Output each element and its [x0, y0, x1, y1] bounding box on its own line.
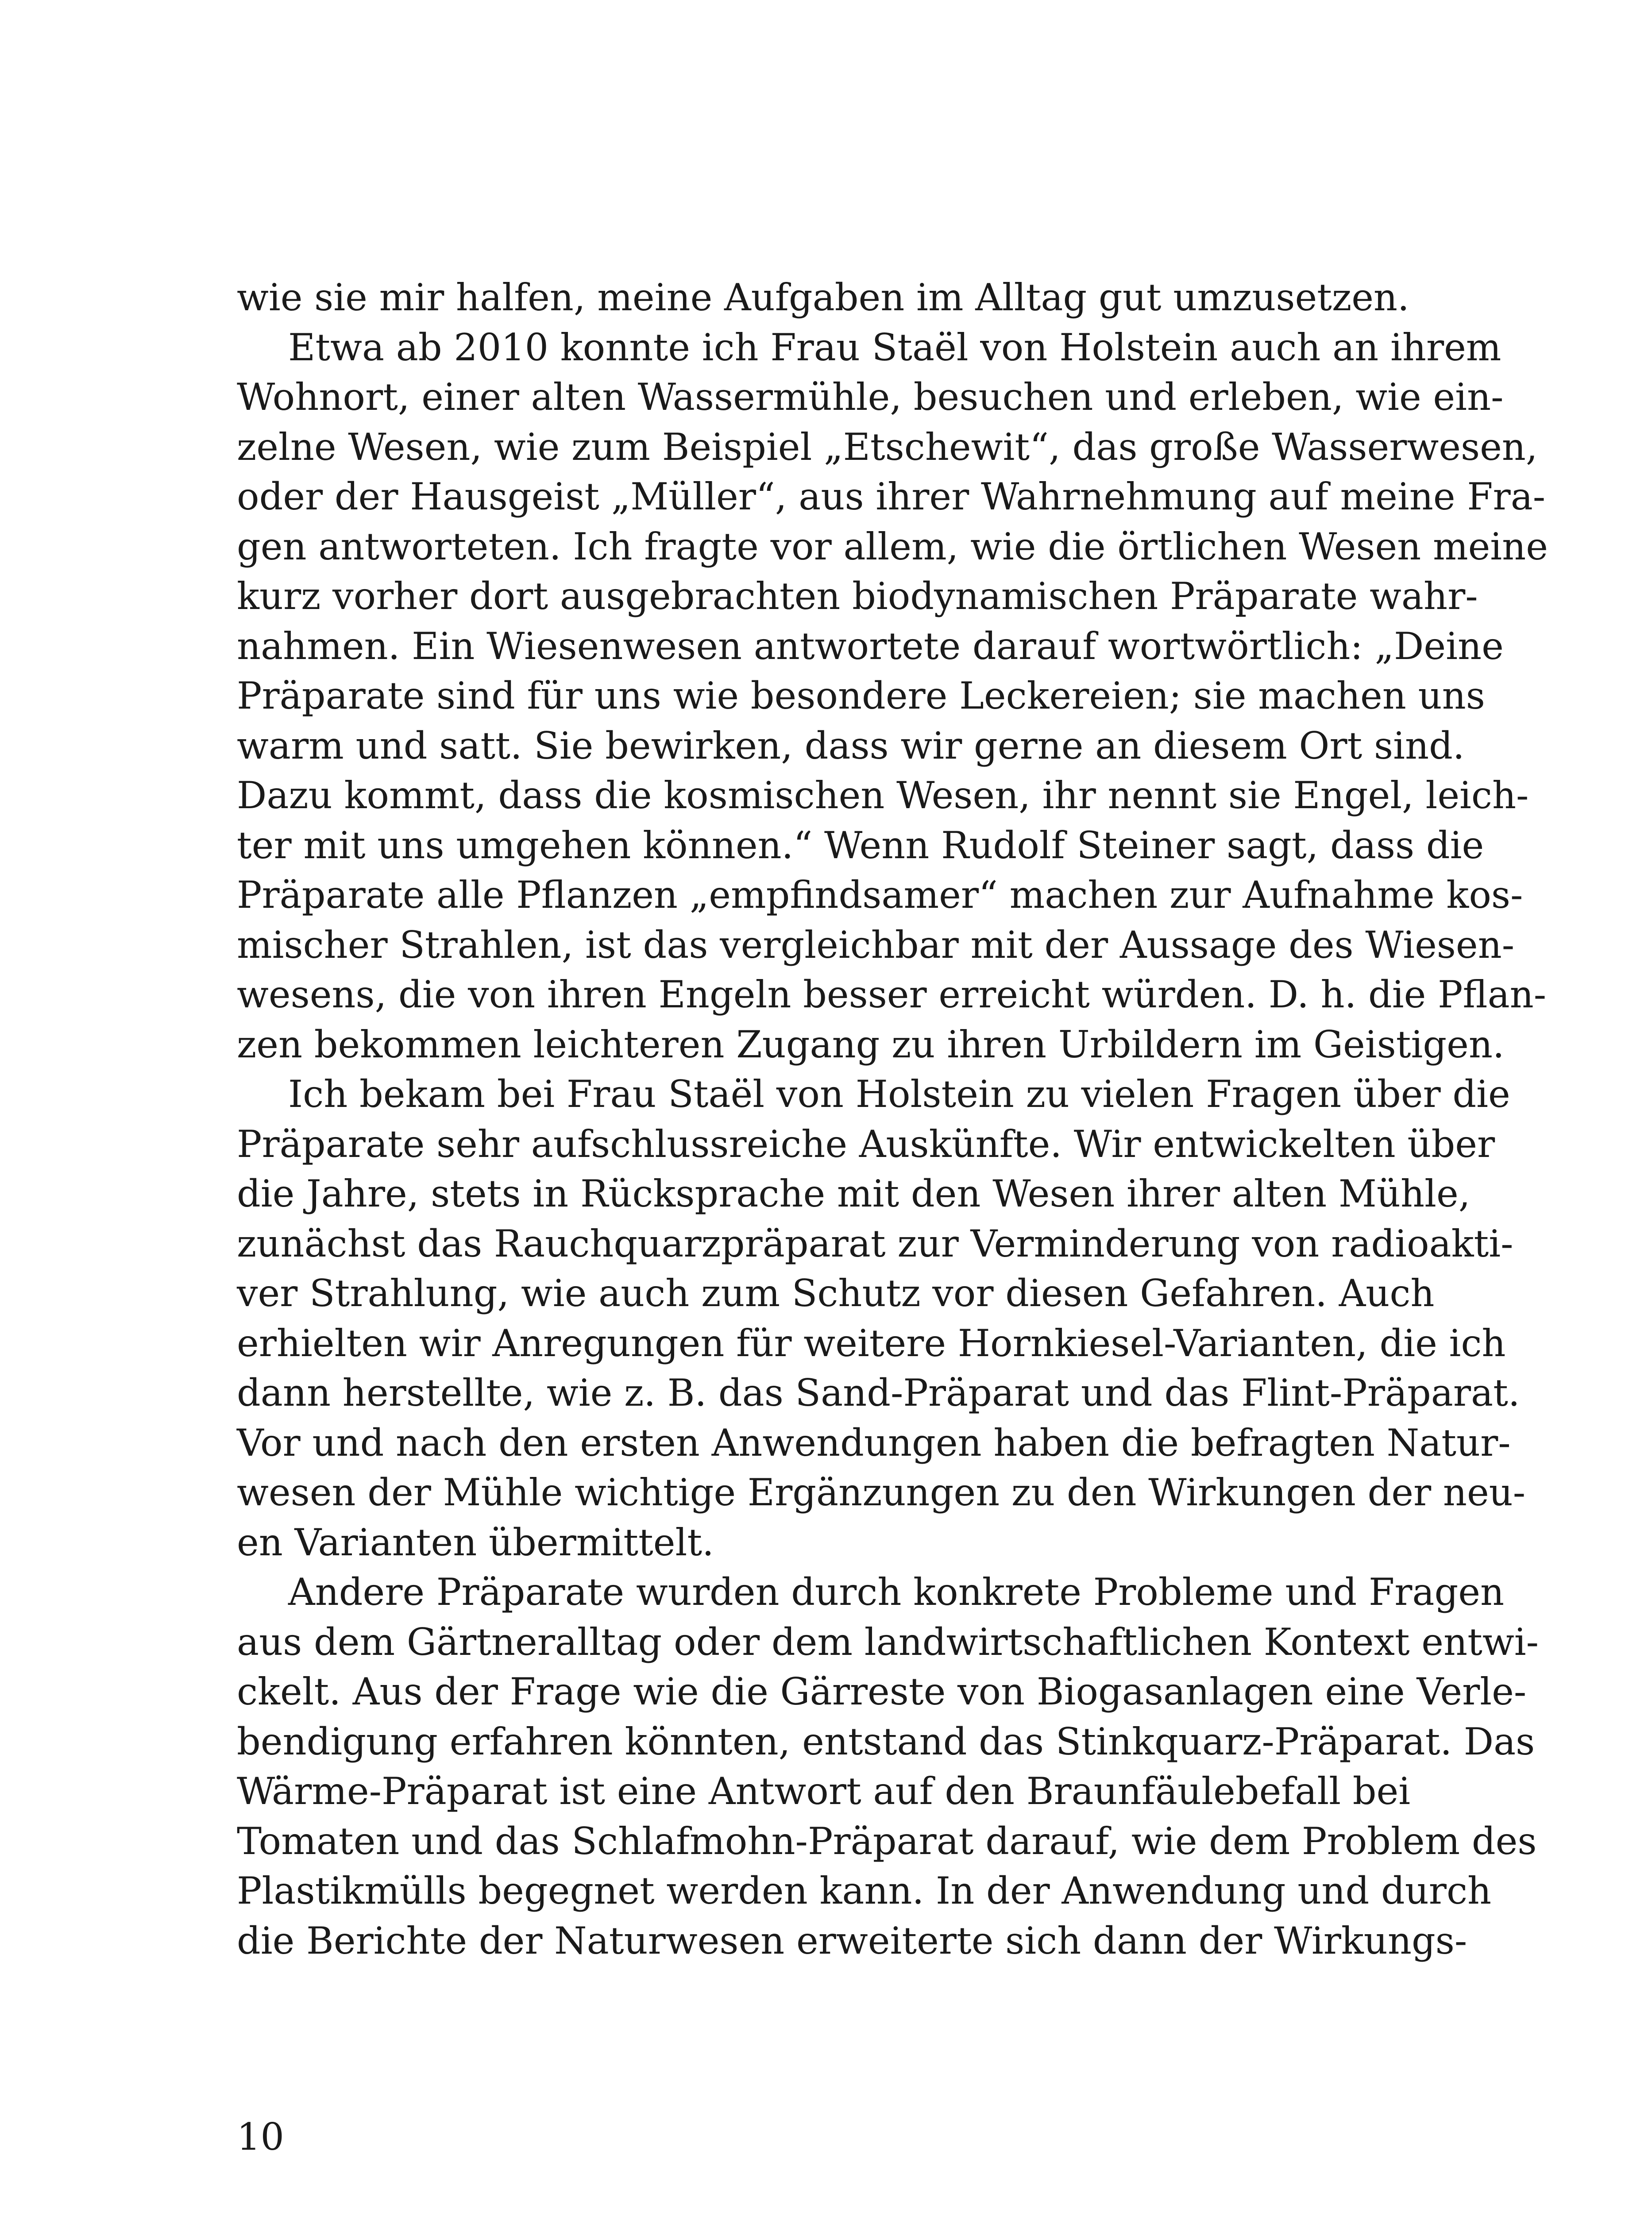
paragraph	[237, 273, 1409, 323]
text-line: kurz vorher dort ausgebrachten biodynamischen Präparate wahr-	[237, 574, 1478, 618]
paragraph	[237, 323, 1548, 1070]
paragraph	[237, 1567, 1539, 1966]
text-line: zen bekommen leichteren Zugang zu ihren Urbildern im Geistigen.	[237, 1022, 1505, 1066]
text-line: Tomaten und das Schlafmohn-Präparat darauf, wie dem Problem des	[237, 1819, 1537, 1863]
text-line: die Jahre, stets in Rücksprache mit den Wesen ihrer alten Mühle,	[237, 1172, 1471, 1215]
text-line: Plastikmülls begegnet werden kann. In der Anwendung und durch	[237, 1869, 1492, 1912]
text-line: mischer Strahlen, ist das vergleichbar mit der Aussage des Wiesen-	[237, 923, 1515, 967]
text-line: Ich bekam bei Frau Staël von Holstein zu vielen Fragen über die	[288, 1072, 1510, 1116]
text-line: ver Strahlung, wie auch zum Schutz vor diesen Gefahren. Auch	[237, 1272, 1435, 1315]
text-line: zunächst das Rauchquarzpräparat zur Verminderung von radioakti-	[237, 1222, 1513, 1265]
text-line: Wohnort, einer alten Wassermühle, besuchen und erleben, wie ein-	[237, 375, 1504, 419]
page-number: 10	[237, 2115, 284, 2159]
text-line: Vor und nach den ersten Anwendungen haben die befragten Natur-	[237, 1421, 1511, 1465]
text-line: wie sie mir halfen, meine Aufgaben im Alltag gut umzusetzen.	[237, 276, 1409, 319]
text-line: Etwa ab 2010 konnte ich Frau Staël von Holstein auch an ihrem	[288, 325, 1501, 369]
text-line: erhielten wir Anregungen für weitere Hornkiesel-Varianten, die ich	[237, 1321, 1506, 1365]
text-line: dann herstellte, wie z. B. das Sand-Präparat und das Flint-Präparat.	[237, 1371, 1520, 1415]
paragraph	[237, 1069, 1526, 1567]
text-line: bendigung erfahren könnten, entstand das Stinkquarz-Präparat. Das	[237, 1720, 1535, 1763]
text-line: Präparate sind für uns wie besondere Leckereien; sie machen uns	[237, 674, 1485, 717]
text-line: zelne Wesen, wie zum Beispiel „Etschewit“, das große Wasserwesen,	[237, 425, 1538, 469]
text-line: oder der Hausgeist „Müller“, aus ihrer Wahrnehmung auf meine Fra-	[237, 475, 1546, 518]
text-line: Wärme-Präparat ist eine Antwort auf den Braunfäulebefall bei	[237, 1770, 1411, 1813]
text-line: wesens, die von ihren Engeln besser erreicht würden. D. h. die Pflan-	[237, 973, 1547, 1016]
text-line: aus dem Gärtneralltag oder dem landwirtschaftlichen Kontext entwi-	[237, 1620, 1539, 1664]
text-line: ter mit uns umgehen können.“ Wenn Rudolf Steiner sagt, dass die	[237, 823, 1484, 867]
page-body	[237, 273, 1548, 1966]
text-line: wesen der Mühle wichtige Ergänzungen zu den Wirkungen der neu-	[237, 1471, 1526, 1514]
text-line: nahmen. Ein Wiesenwesen antwortete darauf wortwörtlich: „Deine	[237, 624, 1504, 668]
text-line: gen antworteten. Ich fragte vor allem, wie die örtlichen Wesen meine	[237, 524, 1548, 568]
text-line: Präparate sehr aufschlussreiche Auskünfte. Wir entwickelten über	[237, 1122, 1495, 1166]
text-line: ckelt. Aus der Frage wie die Gärreste von Biogasanlagen eine Verle-	[237, 1670, 1527, 1713]
text-line: warm und satt. Sie bewirken, dass wir gerne an diesem Ort sind.	[237, 724, 1465, 767]
text-line: die Berichte der Naturwesen erweiterte sich dann der Wirkungs-	[237, 1919, 1467, 1962]
text-line: Andere Präparate wurden durch konkrete Probleme und Fragen	[288, 1570, 1505, 1614]
text-line: Präparate alle Pflanzen „empfindsamer“ machen zur Aufnahme kos-	[237, 873, 1523, 917]
text-line: en Varianten übermittelt.	[237, 1520, 714, 1564]
text-line: Dazu kommt, dass die kosmischen Wesen, ihr nennt sie Engel, leich-	[237, 774, 1529, 817]
